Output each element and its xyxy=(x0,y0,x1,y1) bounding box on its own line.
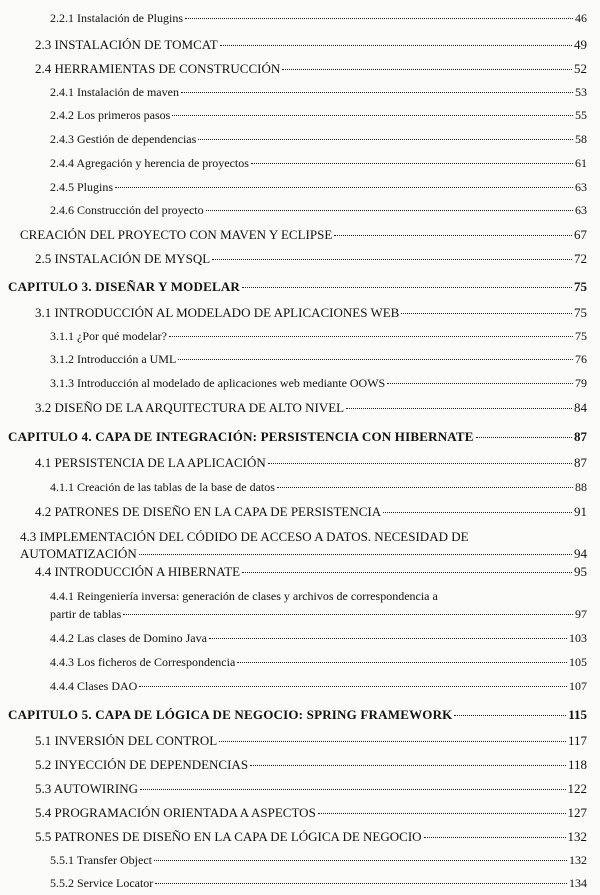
toc-page-number: 127 xyxy=(567,805,587,820)
toc-entry-title: 4.4.2 Las clases de Domino Java xyxy=(50,631,207,645)
toc-entry[interactable] xyxy=(35,401,587,416)
dot-leader xyxy=(212,259,572,260)
dot-leader xyxy=(139,686,567,687)
dot-leader xyxy=(401,313,572,314)
toc-entry-title: 4.2 PATRONES DE DISEÑO EN LA CAPA DE PERSISTENCIA xyxy=(35,504,382,519)
toc-entry-title: 4.1.1 Creación de las tablas de la base de datos xyxy=(50,480,275,494)
toc-page-number: 91 xyxy=(574,504,587,519)
toc-entry-title: 2.4 HERRAMIENTAS DE CONSTRUCCIÓN xyxy=(35,61,281,76)
toc-page-number: 107 xyxy=(569,679,587,693)
toc-page-number: 49 xyxy=(574,37,587,52)
toc-page-number: 134 xyxy=(569,876,587,890)
toc-page-number: 94 xyxy=(574,546,587,561)
toc-entry[interactable] xyxy=(20,547,587,562)
toc-entry[interactable] xyxy=(35,565,587,580)
toc-entry-title: 5.4 PROGRAMACIÓN ORIENTADA A ASPECTOS xyxy=(35,805,316,820)
toc-entry[interactable] xyxy=(50,157,587,170)
toc-entry[interactable] xyxy=(50,353,587,366)
toc-entry[interactable] xyxy=(50,12,587,25)
dot-leader xyxy=(424,837,566,838)
dot-leader xyxy=(282,69,572,70)
toc-entry-title: 2.4.5 Plugins xyxy=(50,180,114,194)
toc-page-number: 55 xyxy=(575,108,587,122)
toc-entry-title: 3.1.2 Introducción a UML xyxy=(50,352,177,366)
toc-entry[interactable] xyxy=(35,806,587,821)
toc-page-number: 132 xyxy=(569,853,587,867)
toc-page-number: 87 xyxy=(574,455,587,470)
toc-entry-title: partir de tablas xyxy=(50,607,122,621)
toc-entry[interactable] xyxy=(50,481,587,494)
toc-entry[interactable] xyxy=(50,133,587,146)
toc-entry[interactable] xyxy=(50,680,587,693)
toc-page-number: 115 xyxy=(568,707,587,722)
toc-entry-title: 2.4.3 Gestión de dependencias xyxy=(50,132,197,146)
toc-entry[interactable] xyxy=(50,86,587,99)
toc-entry-title: 2.4.6 Construcción del proyecto xyxy=(50,203,204,217)
dot-leader xyxy=(139,554,572,555)
toc-entry-title: 3.1.1 ¿Por qué modelar? xyxy=(50,329,167,343)
toc-page-number: 76 xyxy=(575,352,587,366)
dot-leader xyxy=(220,45,572,46)
dot-leader xyxy=(318,813,566,814)
dot-leader xyxy=(219,741,566,742)
toc-entry-title: 5.5.2 Service Locator xyxy=(50,876,154,890)
toc-entry[interactable] xyxy=(20,228,587,243)
toc-entry-title: 3.1 INTRODUCCIÓN AL MODELADO DE APLICACIONES WEB xyxy=(35,305,400,320)
dot-leader xyxy=(206,210,573,211)
toc-page-number: 46 xyxy=(575,11,587,25)
toc-entry[interactable] xyxy=(50,854,587,867)
dot-leader xyxy=(123,614,573,615)
toc-entry-title: 2.4.1 Instalación de maven xyxy=(50,85,179,99)
toc-entry-title: 5.1 INVERSIÓN DEL CONTROL xyxy=(35,733,218,748)
toc-chapter-entry[interactable] xyxy=(8,430,587,445)
toc-page-number: 88 xyxy=(575,480,587,494)
dot-leader xyxy=(383,512,572,513)
dot-leader xyxy=(154,860,567,861)
toc-page-number: 97 xyxy=(575,607,587,621)
toc-entry-title: 5.5 PATRONES DE DISEÑO EN LA CAPA DE LÓGICA DE NEGOCIO xyxy=(35,829,422,844)
toc-entry-title-line1: 4.4.1 Reingeniería inversa: generación de clases y archivos de correspondencia a xyxy=(50,589,438,603)
toc-page-number: 132 xyxy=(567,829,587,844)
toc-entry-title: 3.2 DISEÑO DE LA ARQUITECTURA DE ALTO NIVEL xyxy=(35,400,345,415)
toc-entry-title: 3.1.3 Introducción al modelado de aplicaciones web mediante OOWS xyxy=(50,376,386,390)
dot-leader xyxy=(454,715,566,716)
dot-leader xyxy=(178,359,573,360)
toc-entry[interactable] xyxy=(35,456,587,471)
toc-entry-title: 5.5.1 Transfer Object xyxy=(50,853,152,867)
dot-leader xyxy=(181,92,573,93)
toc-page-number: 75 xyxy=(574,279,587,294)
toc-entry-title: 4.4 INTRODUCCIÓN A HIBERNATE xyxy=(35,564,241,579)
dot-leader xyxy=(169,336,573,337)
dot-leader xyxy=(268,463,572,464)
toc-entry[interactable] xyxy=(50,181,587,194)
dot-leader xyxy=(209,638,567,639)
toc-entry[interactable] xyxy=(50,377,587,390)
toc-entry-title: AUTOMATIZACIÓN xyxy=(20,546,137,561)
toc-entry[interactable] xyxy=(35,734,587,749)
toc-entry[interactable] xyxy=(35,830,587,845)
toc-page-number: 105 xyxy=(569,655,587,669)
toc-page-number: 53 xyxy=(575,85,587,99)
toc-entry[interactable] xyxy=(35,38,587,53)
toc-entry-title: 4.1 PERSISTENCIA DE LA APLICACIÓN xyxy=(35,455,266,470)
toc-page-number: 58 xyxy=(575,132,587,146)
toc-entry-title: CAPITULO 4. CAPA DE INTEGRACIÓN: PERSISTENCIA CON HIBERNATE xyxy=(8,429,474,444)
toc-page-number: 103 xyxy=(569,631,587,645)
toc-page-number: 75 xyxy=(574,305,587,320)
dot-leader xyxy=(172,115,573,116)
toc-entry[interactable] xyxy=(35,758,587,773)
toc-chapter-entry[interactable] xyxy=(8,708,587,723)
toc-page-number: 117 xyxy=(567,733,587,748)
toc-entry[interactable] xyxy=(35,782,587,797)
dot-leader xyxy=(277,487,573,488)
toc-entry-title: 2.4.2 Los primeros pasos xyxy=(50,108,171,122)
toc-entry[interactable] xyxy=(50,632,587,645)
toc-entry-title: 5.3 AUTOWIRING xyxy=(35,781,139,796)
dot-leader xyxy=(237,662,567,663)
toc-entry-title: 4.4.4 Clases DAO xyxy=(50,679,138,693)
toc-entry[interactable] xyxy=(35,62,587,77)
toc-page-number: 118 xyxy=(567,757,587,772)
dot-leader xyxy=(155,883,567,884)
dot-leader xyxy=(387,383,573,384)
toc-entry[interactable] xyxy=(50,204,587,217)
dot-leader xyxy=(251,163,573,164)
toc-entry[interactable] xyxy=(35,252,587,267)
dot-leader xyxy=(250,765,566,766)
toc-entry[interactable] xyxy=(35,505,587,520)
toc-page-number: 75 xyxy=(575,329,587,343)
toc-page-number: 72 xyxy=(574,251,587,266)
toc-entry[interactable] xyxy=(50,877,587,890)
toc-entry[interactable] xyxy=(35,306,587,321)
toc-page-number: 67 xyxy=(574,227,587,242)
toc-page-number: 79 xyxy=(575,376,587,390)
dot-leader xyxy=(346,408,572,409)
toc-page-number: 52 xyxy=(574,61,587,76)
dot-leader xyxy=(334,235,572,236)
toc-entry-title: 2.4.4 Agregación y herencia de proyectos xyxy=(50,156,249,170)
toc-entry-title-line1: 4.3 IMPLEMENTACIÓN DEL CÓDIDO DE ACCESO A DATOS. NECESIDAD DE xyxy=(20,529,469,544)
toc-entry-title: 2.5 INSTALACIÓN DE MYSQL xyxy=(35,251,211,266)
dot-leader xyxy=(242,287,572,288)
toc-entry-title: 2.2.1 Instalación de Plugins xyxy=(50,11,183,25)
toc-chapter-entry[interactable] xyxy=(8,280,587,295)
dot-leader xyxy=(115,187,573,188)
toc-entry[interactable] xyxy=(50,109,587,122)
toc-entry-title: CAPITULO 3. DISEÑAR Y MODELAR xyxy=(8,279,240,294)
dot-leader xyxy=(242,572,572,573)
toc-entry-title: 4.4.3 Los ficheros de Correspondencia xyxy=(50,655,236,669)
toc-page-number: 84 xyxy=(574,400,587,415)
toc-entry-title: 2.3 INSTALACIÓN DE TOMCAT xyxy=(35,37,218,52)
toc-page-number: 61 xyxy=(575,156,587,170)
toc-entry[interactable] xyxy=(50,656,587,669)
dot-leader xyxy=(476,437,572,438)
dot-leader xyxy=(140,789,565,790)
toc-page-number: 63 xyxy=(575,203,587,217)
toc-page-number: 95 xyxy=(574,564,587,579)
toc-page-number: 87 xyxy=(574,429,587,444)
toc-entry[interactable] xyxy=(50,330,587,343)
dot-leader xyxy=(198,139,573,140)
toc-entry-title: 5.2 INYECCIÓN DE DEPENDENCIAS xyxy=(35,757,249,772)
toc-entry-title: CAPITULO 5. CAPA DE LÓGICA DE NEGOCIO: SPRING FRAMEWORK xyxy=(8,707,453,722)
toc-page-number: 63 xyxy=(575,180,587,194)
dot-leader xyxy=(185,18,573,19)
toc-entry[interactable] xyxy=(50,608,587,621)
toc-page-number: 122 xyxy=(567,781,587,796)
toc-entry-title: CREACIÓN DEL PROYECTO CON MAVEN Y ECLIPSE xyxy=(20,227,333,242)
